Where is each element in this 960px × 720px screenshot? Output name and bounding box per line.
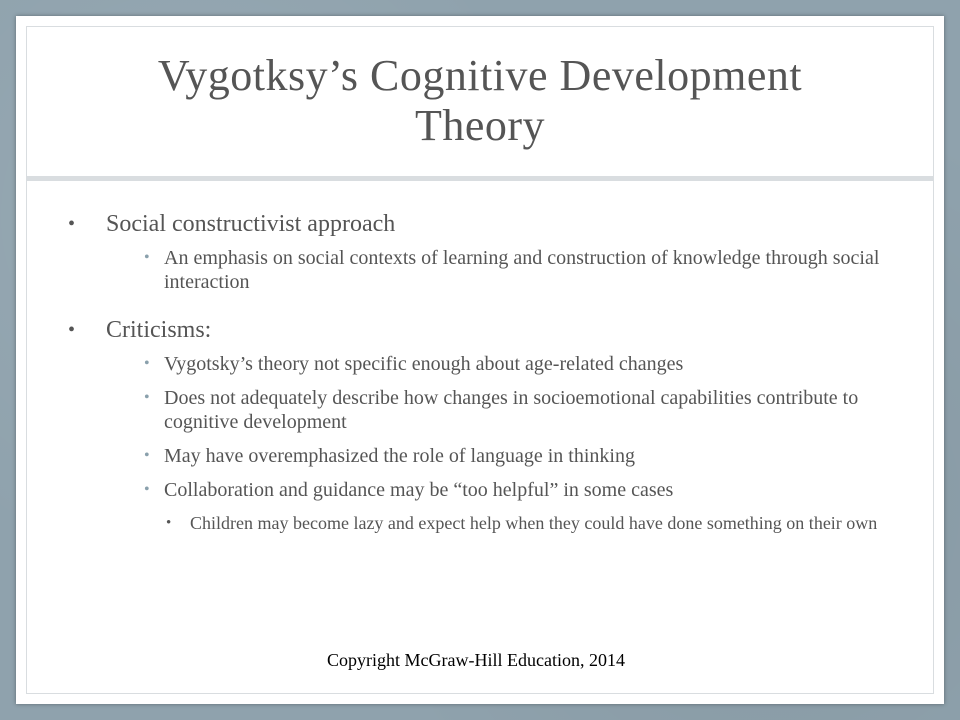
slide: [16, 16, 944, 704]
sub-bullet-item: [104, 352, 888, 376]
sub-bullet-list: [106, 352, 888, 534]
sub-bullet-text: Vygotsky’s theory not specific enough about age-related changes: [164, 353, 684, 375]
bullet-item: [68, 316, 888, 534]
sub-bullet-item: [104, 246, 888, 294]
sub-bullet-text: Does not adequately describe how changes in socioemotional capabilities contribute to cognitive development: [164, 387, 859, 433]
slide-content: [68, 210, 888, 550]
sub-sub-bullet-text: Children may become lazy and expect help when they could have done something on their own: [190, 513, 878, 533]
title-area: [26, 26, 934, 181]
sub-bullet-item: [104, 478, 888, 534]
sub-bullet-list: [106, 246, 888, 294]
sub-bullet-text: Collaboration and guidance may be “too helpful” in some cases: [164, 479, 674, 501]
copyright-notice: Copyright McGraw-Hill Education, 2014: [327, 650, 625, 670]
bullet-list: [68, 210, 888, 534]
bullet-text: Social constructivist approach: [106, 211, 396, 237]
sub-bullet-item: [104, 444, 888, 468]
sub-sub-bullet-item: [104, 512, 888, 534]
bullet-item: [68, 210, 888, 294]
sub-bullet-item: [104, 386, 888, 434]
slide-title: Vygotksy’s Cognitive Development Theory: [157, 51, 803, 150]
sub-sub-bullet-list: [164, 512, 888, 534]
sub-bullet-text: An emphasis on social contexts of learning and construction of knowledge through social interaction: [164, 247, 880, 293]
bullet-text: Criticisms:: [106, 317, 212, 343]
sub-bullet-text: May have overemphasized the role of language in thinking: [164, 445, 635, 467]
